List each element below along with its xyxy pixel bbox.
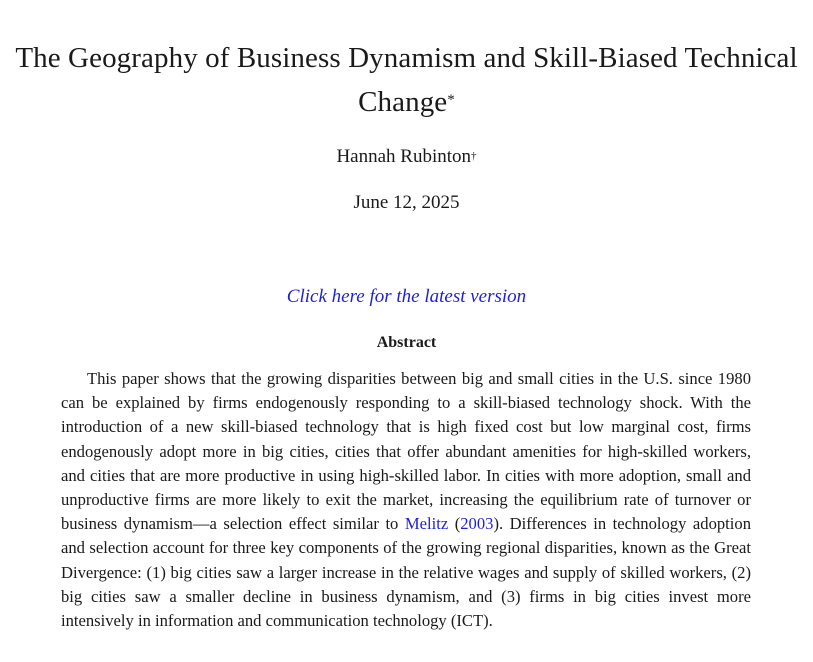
author-name: Hannah Rubinton	[336, 146, 472, 167]
abstract-part1: This paper shows that the growing disparities between big and small cities in the U.S. since 1980 can be explained by firms endogenously responding to a skill-biased technology shock. With the introduction of a new skill-biased technology that is high fixed cost but low marginal cost, firms endogenously adopt more in big cities, cities that offer abundant amenities for high-skilled workers, and cities that are more productive in using high-skilled labor. In cities with more adoption, small and unproductive firms are more likely to exit the market, increasing the equilibrium rate of turnover or business dynamism—a selection effect similar to	[61, 369, 751, 534]
abstract-text	[61, 367, 751, 633]
paper-date: June 12, 2025	[353, 192, 460, 213]
citation-melitz-year[interactable]: 2003	[460, 514, 494, 534]
citation-melitz-author[interactable]: Melitz	[404, 514, 449, 534]
abstract-heading: Abstract	[376, 334, 437, 351]
abstract-part2: Differences in technology adoption and selection account for three key components of the growing regional disparities, known as the Great Divergence: (1) big cities saw a larger increase in the relative wages and supply of skilled workers, (2) big cities saw a smaller decline in business dynamism, and (3) firms in big cities invest more intensively in information and communication technology (ICT).	[61, 514, 751, 631]
author-footnote-mark[interactable]: †	[471, 150, 477, 162]
latest-version-link[interactable]: Click here for the latest version	[286, 286, 527, 307]
paper-title	[0, 36, 813, 124]
paper-author	[0, 145, 813, 169]
title-footnote-mark[interactable]: *	[447, 92, 455, 108]
citation-open: (	[448, 514, 461, 534]
paper-title-text: The Geography of Business Dynamism and Skill-Biased Technical Change	[15, 42, 798, 118]
citation-close: ).	[493, 514, 504, 534]
